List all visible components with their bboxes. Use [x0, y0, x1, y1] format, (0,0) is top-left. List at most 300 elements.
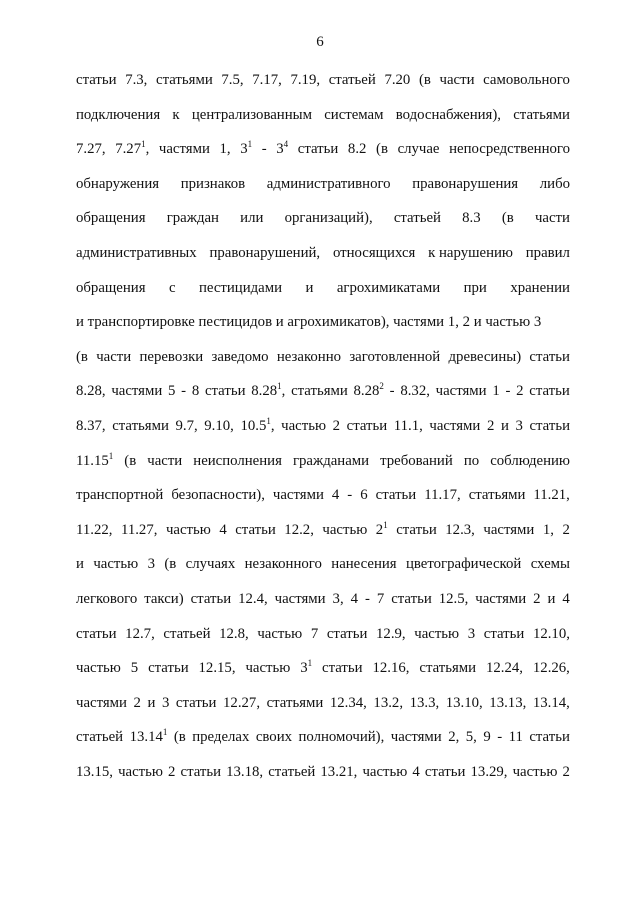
word-text: полномочий),	[298, 729, 385, 746]
word-text: -	[505, 383, 511, 400]
word-text: частями	[272, 487, 324, 504]
word	[118, 762, 163, 782]
word-text: (в	[76, 348, 88, 365]
word-text: части	[534, 210, 570, 227]
word-text: 7.20	[384, 72, 411, 88]
word	[219, 139, 230, 159]
word-text: статьи	[346, 417, 388, 434]
word	[513, 105, 570, 125]
word-text: (в	[124, 452, 137, 469]
superscript: 1	[247, 139, 253, 150]
word	[176, 693, 217, 713]
word	[349, 347, 440, 367]
punctuation: ,	[145, 141, 150, 158]
word-text: (в	[164, 556, 177, 573]
word-text: по	[463, 452, 480, 469]
word-text: относящихся	[332, 244, 416, 261]
word	[449, 139, 570, 159]
word	[252, 70, 282, 90]
word-text: частями	[76, 694, 127, 711]
word	[333, 243, 415, 263]
word-text: агрохимикатами	[336, 279, 441, 296]
word	[377, 589, 384, 609]
word-text: подключения	[76, 106, 161, 123]
word	[181, 174, 245, 194]
word-text: частями	[158, 141, 210, 158]
word-text: статьей	[328, 72, 376, 88]
word	[125, 624, 155, 644]
word-text: и	[500, 417, 509, 434]
word-text: 4	[219, 521, 227, 538]
word	[221, 70, 243, 90]
word-text: статьями	[419, 660, 477, 677]
word	[305, 278, 313, 298]
word	[284, 520, 314, 540]
text-line	[76, 381, 570, 416]
word	[76, 70, 117, 90]
word	[175, 416, 197, 436]
word	[168, 381, 175, 401]
word	[449, 347, 522, 367]
word	[166, 520, 211, 540]
word	[487, 416, 494, 436]
word-text: -	[364, 590, 370, 607]
word-text: 9.10,	[204, 417, 234, 434]
word	[448, 727, 459, 747]
word	[351, 589, 358, 609]
word-text: частями	[475, 590, 527, 607]
word	[492, 381, 499, 401]
word	[273, 485, 324, 505]
word-text: части	[439, 72, 475, 88]
word	[446, 693, 483, 713]
text-line	[76, 174, 570, 209]
word	[348, 139, 367, 159]
word	[211, 347, 268, 367]
word-text: частями	[274, 590, 326, 607]
word-text: обнаружения	[76, 175, 160, 192]
word	[238, 589, 268, 609]
word-text: 12.3,	[445, 521, 475, 538]
word-text: статьи	[322, 660, 363, 677]
word	[394, 416, 423, 436]
word	[76, 658, 121, 678]
word	[526, 243, 570, 263]
word-text: 12.8,	[219, 625, 249, 642]
word-text: 13.10,	[445, 694, 483, 711]
word	[531, 554, 570, 574]
text-line	[76, 70, 570, 105]
word-text: статьи	[483, 625, 525, 642]
word-text: 13.18,	[226, 763, 264, 780]
word	[505, 381, 510, 401]
word-text: непосредственного	[449, 141, 570, 158]
word	[275, 589, 326, 609]
word-text: -	[497, 729, 503, 746]
superscript: 1	[141, 139, 146, 150]
word-text: или	[240, 210, 264, 227]
word-text: 7.27	[115, 141, 142, 158]
text-line	[76, 347, 570, 382]
word	[533, 658, 570, 678]
word-text: 11.17,	[424, 487, 461, 504]
word-text: статьи	[391, 590, 432, 607]
word	[121, 520, 157, 540]
text-line	[76, 312, 570, 347]
word-text: 12.9,	[376, 625, 406, 642]
word	[163, 624, 210, 644]
word-text: перевозки	[139, 348, 204, 365]
word-text: 2	[168, 763, 176, 780]
word-text: 11.27,	[120, 521, 158, 538]
text-line	[76, 693, 570, 728]
word-text: статьи	[529, 729, 570, 746]
superscript: 1	[266, 415, 271, 426]
word	[322, 658, 363, 678]
word-text: статьями	[513, 106, 570, 123]
word	[354, 381, 384, 401]
word-text: 3	[147, 556, 155, 573]
word	[332, 485, 339, 505]
word	[483, 520, 534, 540]
word	[414, 624, 459, 644]
word	[347, 485, 352, 505]
word-text: 11.1,	[393, 417, 423, 434]
word	[281, 416, 326, 436]
word	[373, 693, 403, 713]
word	[76, 105, 160, 125]
word-text: (в	[418, 72, 431, 88]
word-text: статьями	[291, 383, 348, 400]
word	[464, 278, 487, 298]
word-text: обращения	[76, 279, 146, 296]
text-line	[76, 105, 570, 140]
text-line	[76, 554, 570, 589]
word	[533, 693, 570, 713]
word-text: 12.24,	[485, 660, 523, 677]
word-text: 13.14	[129, 729, 163, 746]
word-text: транспортной	[76, 487, 164, 504]
word	[112, 416, 169, 436]
word-text: 9.7,	[175, 417, 198, 434]
word-text: 7.5,	[221, 72, 244, 88]
word	[76, 485, 163, 505]
text-line	[76, 624, 570, 659]
word	[219, 520, 226, 540]
word	[171, 485, 265, 505]
word-text: требований	[380, 452, 453, 469]
word	[167, 208, 219, 228]
word-text: частью	[414, 625, 460, 642]
word	[192, 727, 249, 747]
word	[290, 70, 320, 90]
word	[515, 416, 522, 436]
word-text: 2	[332, 417, 341, 434]
word-text: незаконного	[244, 556, 322, 573]
word-text: 2,	[448, 729, 460, 746]
word	[548, 589, 556, 609]
word-text: признаков	[180, 175, 246, 192]
word	[372, 658, 409, 678]
word	[76, 416, 106, 436]
text-line	[76, 416, 570, 451]
word	[267, 174, 391, 194]
word-text: пестицидами	[198, 279, 283, 296]
word-text: частью	[281, 417, 327, 434]
word	[168, 762, 175, 782]
word	[76, 520, 112, 540]
word-text: к	[172, 106, 180, 123]
word-text: 5	[130, 660, 139, 677]
superscript: 4	[283, 139, 289, 150]
word	[376, 520, 388, 540]
word-text: частью	[93, 556, 139, 573]
word	[320, 762, 357, 782]
word	[76, 243, 197, 263]
word-text: такси)	[144, 590, 184, 607]
word	[93, 554, 138, 574]
text-line	[76, 520, 570, 555]
word-text: (в	[376, 141, 388, 158]
word-text: 3,	[332, 590, 344, 607]
word	[76, 208, 146, 228]
word-text: 8.28,	[76, 383, 106, 400]
word	[483, 727, 490, 747]
word-text: 3	[240, 141, 248, 158]
word-text: своих	[255, 729, 293, 746]
word-text: статьями	[156, 72, 213, 88]
word	[486, 658, 523, 678]
word	[76, 174, 159, 194]
word-text: при	[463, 279, 487, 296]
word	[333, 416, 340, 436]
word	[76, 693, 127, 713]
word-text: 8	[191, 383, 200, 400]
word-text: 13.3,	[409, 694, 440, 711]
word	[419, 658, 476, 678]
word	[169, 278, 176, 298]
word	[380, 451, 453, 471]
word	[502, 208, 514, 228]
word-text: 13.21,	[320, 763, 358, 780]
word	[428, 243, 513, 263]
body-text	[76, 70, 570, 796]
word	[533, 485, 569, 505]
word-text: либо	[539, 175, 570, 192]
word-text: 4	[412, 763, 420, 780]
word	[466, 727, 477, 747]
word-text: 11	[508, 729, 523, 746]
word	[489, 693, 526, 713]
word	[115, 139, 149, 159]
word	[562, 520, 569, 540]
word-text: (в	[501, 210, 514, 227]
word-text: 13.15,	[76, 763, 113, 780]
word	[469, 485, 526, 505]
word-text: хранении	[510, 279, 570, 296]
word-text: самовольного	[483, 72, 570, 88]
word	[400, 381, 430, 401]
word-text: безопасности),	[171, 487, 265, 504]
word	[76, 381, 106, 401]
word-text: статьей	[268, 763, 316, 780]
word	[490, 451, 570, 471]
word-text: централизованным	[191, 106, 312, 123]
superscript: 1	[162, 727, 168, 738]
word	[76, 554, 84, 574]
word	[529, 347, 570, 367]
word	[226, 762, 263, 782]
word	[76, 347, 88, 367]
word-text: 12.34,	[329, 694, 367, 711]
word-text: статьи	[297, 141, 339, 158]
word-text: заведомо	[211, 348, 269, 365]
word	[396, 520, 437, 540]
word	[76, 451, 113, 471]
word	[337, 278, 440, 298]
word	[262, 139, 267, 159]
word-text: 4	[350, 590, 359, 607]
word-text: 12.10,	[532, 625, 570, 642]
word-text: легкового	[76, 590, 138, 607]
word	[76, 727, 123, 747]
text-line	[76, 278, 570, 313]
word-text: 2	[516, 383, 524, 400]
word-text: древесины)	[448, 348, 522, 365]
word	[193, 451, 282, 471]
word	[223, 693, 260, 713]
word	[76, 312, 541, 332]
word	[529, 727, 570, 747]
word	[285, 208, 373, 228]
word	[412, 762, 419, 782]
word-text: статьи	[76, 625, 117, 642]
word	[130, 727, 168, 747]
word-text: статьей	[163, 625, 211, 642]
word	[147, 451, 182, 471]
word-text: статьей	[393, 210, 441, 227]
word-text: и	[305, 279, 314, 296]
word-text: 7	[376, 590, 385, 607]
word-text: статьями	[468, 487, 526, 504]
word	[543, 520, 554, 540]
word	[276, 139, 288, 159]
word	[125, 70, 147, 90]
word	[376, 485, 417, 505]
word	[162, 693, 169, 713]
word	[501, 416, 509, 436]
word-text: незаконно	[276, 348, 342, 365]
word	[134, 693, 141, 713]
word	[475, 589, 526, 609]
word	[440, 70, 475, 90]
word	[205, 381, 246, 401]
word	[471, 762, 508, 782]
word	[139, 347, 203, 367]
word-text: 11.15	[76, 452, 109, 469]
word-text: статьей	[76, 729, 124, 746]
word-text: 2	[562, 763, 570, 780]
word	[76, 139, 106, 159]
word-text: 7.19,	[290, 72, 321, 88]
word-text: 8.2	[347, 141, 367, 158]
text-line	[76, 451, 570, 486]
word-text: 2	[133, 694, 141, 711]
text-line	[76, 658, 570, 693]
word	[219, 624, 249, 644]
word	[76, 624, 117, 644]
word-text: 3	[300, 660, 308, 677]
word-text: 2	[533, 590, 541, 607]
word	[240, 208, 263, 228]
word	[329, 70, 376, 90]
word	[131, 658, 138, 678]
word	[156, 70, 213, 90]
word	[391, 727, 442, 747]
word	[159, 139, 210, 159]
word-text: обращения	[76, 210, 146, 227]
word	[240, 139, 252, 159]
word-text: частями	[435, 383, 487, 400]
word-text: -	[181, 383, 187, 400]
word	[257, 624, 302, 644]
word-text: 12.26,	[532, 660, 570, 677]
text-line	[76, 485, 570, 520]
word	[209, 243, 320, 263]
word	[406, 554, 521, 574]
word	[424, 485, 460, 505]
word-text: гражданами	[292, 452, 370, 469]
word-text: -	[347, 487, 353, 504]
word-text: 5,	[465, 729, 477, 746]
word-text: частью	[362, 763, 408, 780]
word	[429, 416, 480, 436]
word-text: частями	[111, 383, 163, 400]
word-text: 8.28	[251, 383, 278, 400]
word-text: 13.14,	[532, 694, 570, 711]
word-text: 12.15,	[198, 660, 236, 677]
word	[267, 693, 324, 713]
punctuation: ,	[281, 383, 286, 400]
word	[172, 105, 179, 125]
word-text: 12.5,	[438, 590, 469, 607]
word-text: схемы	[530, 556, 570, 573]
word	[76, 589, 137, 609]
word	[497, 727, 502, 747]
word	[410, 693, 440, 713]
word-text: статьи	[529, 348, 570, 365]
word	[322, 520, 367, 540]
word-text: правил	[525, 244, 570, 261]
word	[419, 70, 431, 90]
superscript: 1	[277, 381, 282, 392]
word	[124, 451, 136, 471]
word-text: частью	[257, 625, 303, 642]
word	[390, 381, 395, 401]
word-text: статьи	[529, 417, 570, 434]
word	[293, 451, 369, 471]
word	[563, 762, 570, 782]
word-text: и	[76, 556, 84, 573]
punctuation: ,	[270, 417, 275, 434]
word	[464, 451, 479, 471]
word-text: 1,	[542, 521, 554, 538]
word	[396, 105, 501, 125]
word-text: неисполнения	[193, 452, 282, 469]
word	[365, 589, 370, 609]
word	[529, 381, 570, 401]
word-text: статьи	[180, 763, 222, 780]
